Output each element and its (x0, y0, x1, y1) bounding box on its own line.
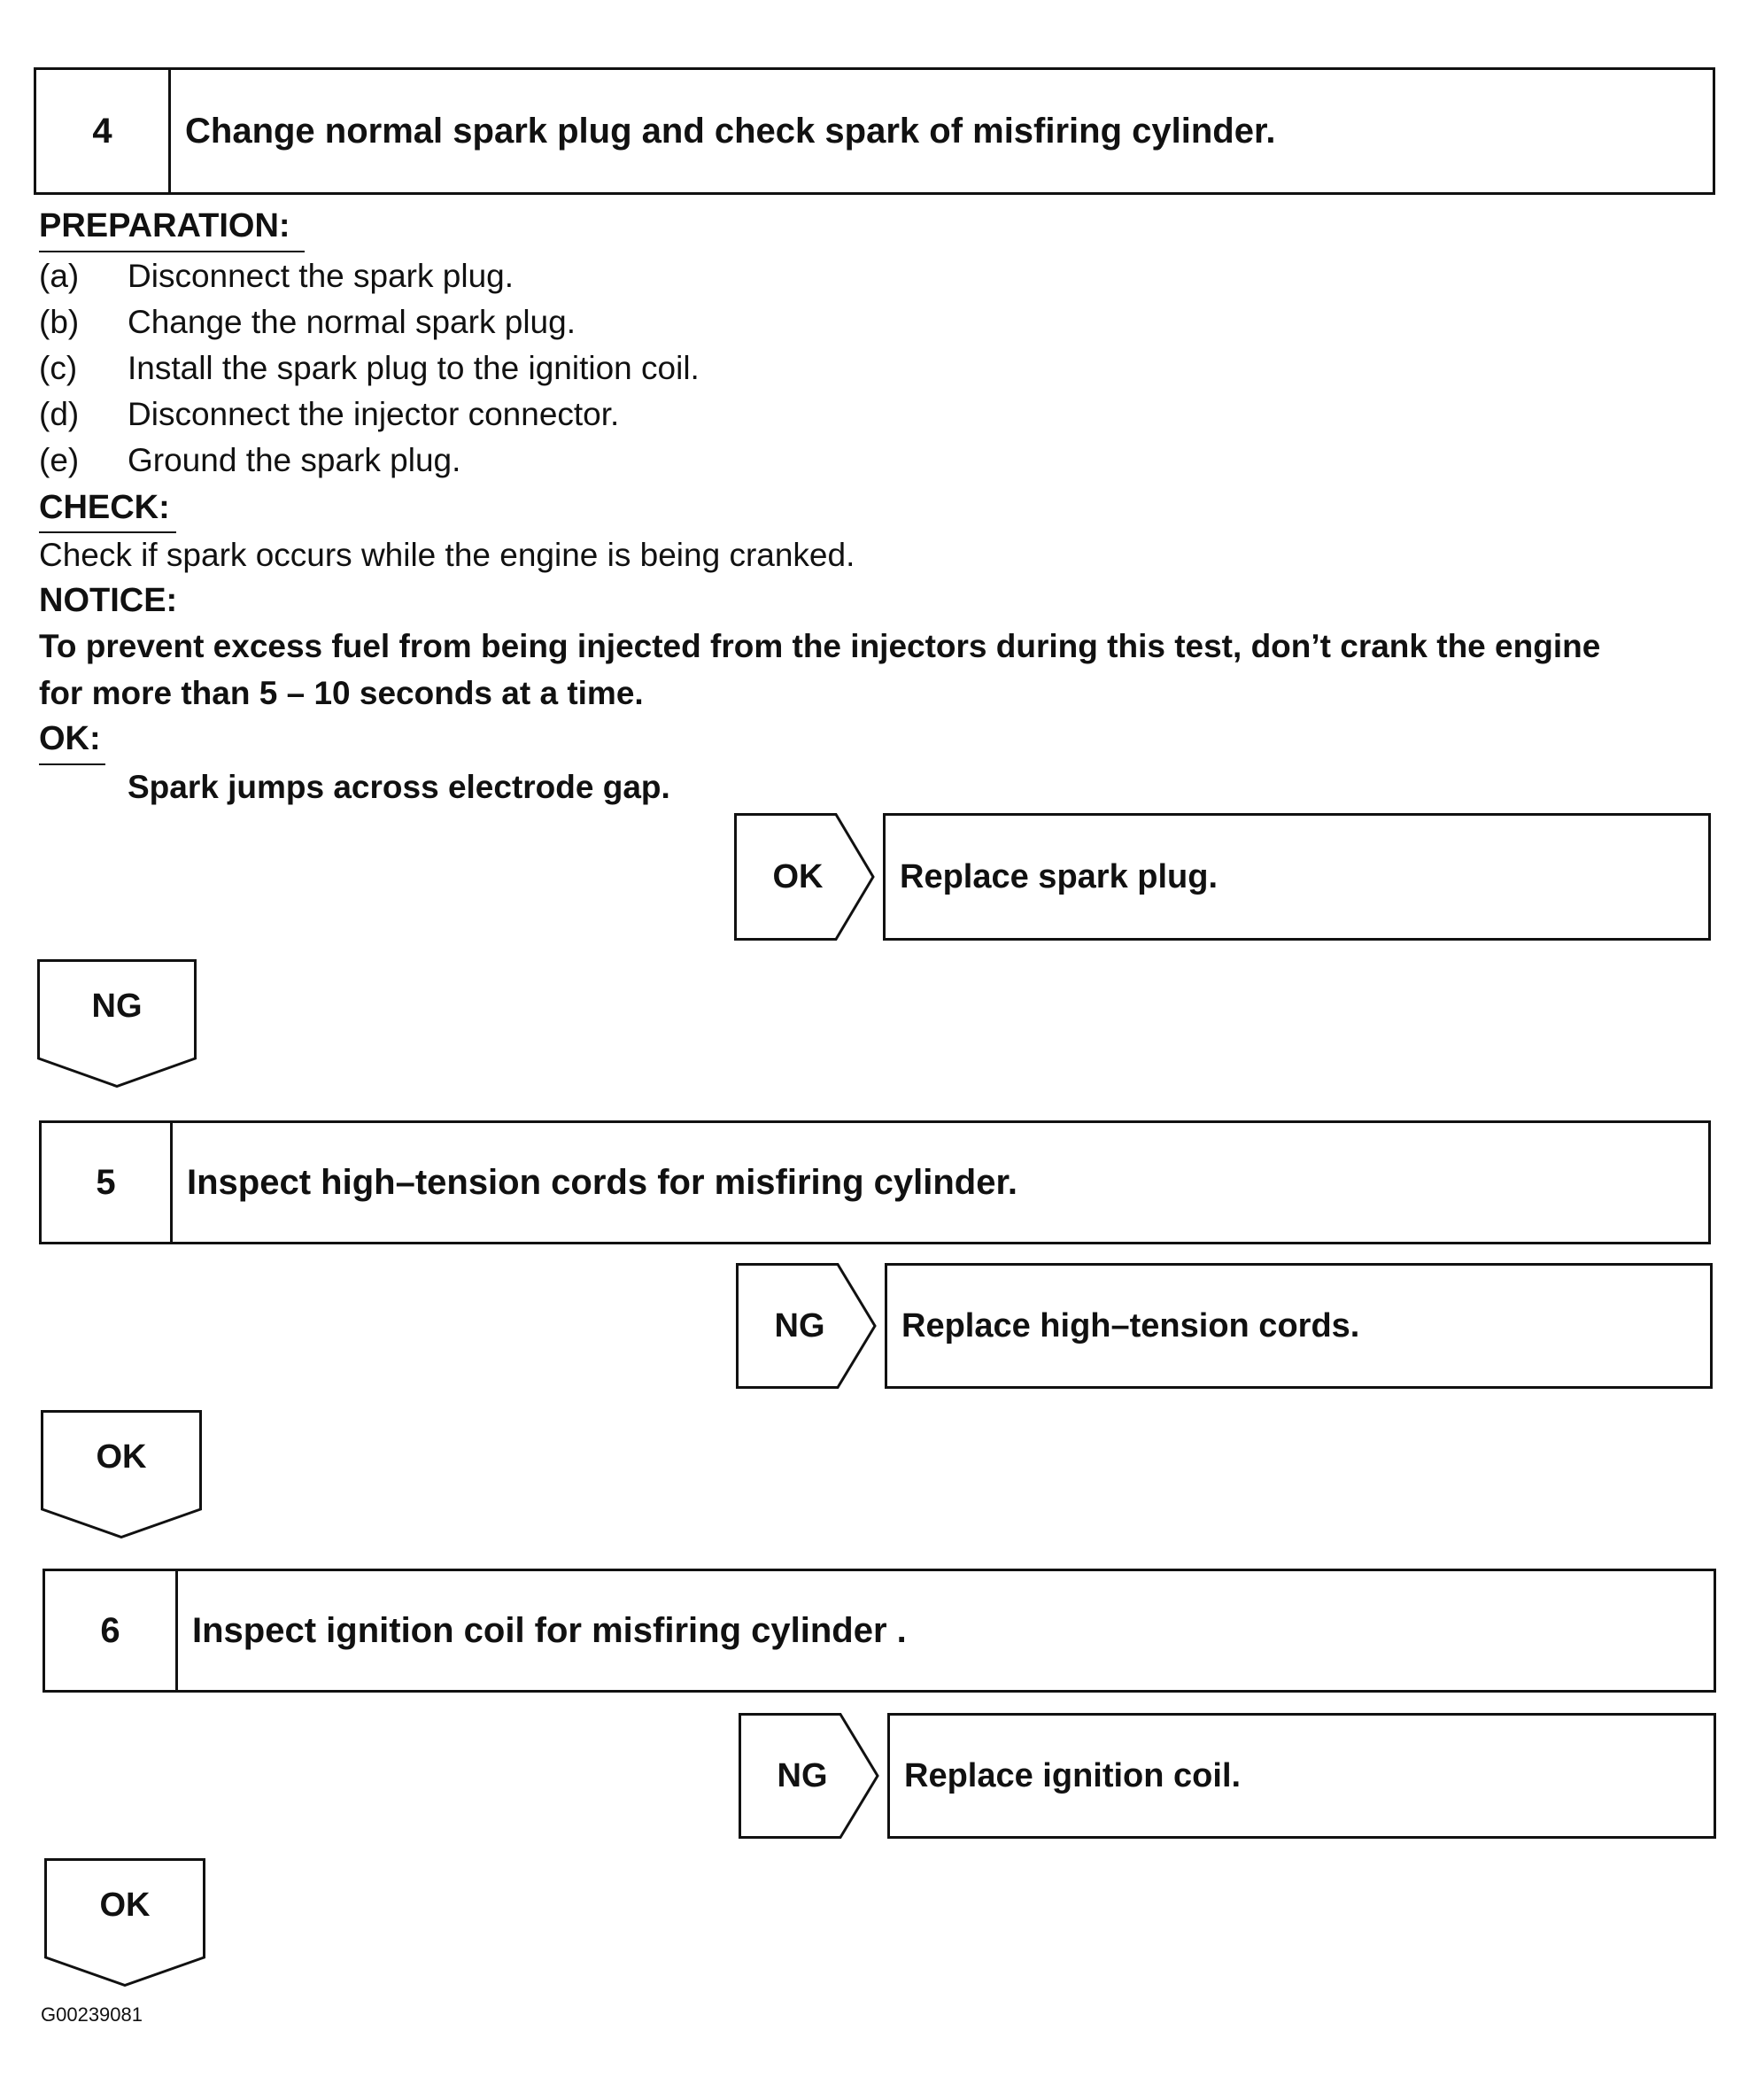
ng-result-tag (736, 1263, 878, 1389)
ok-result-tag (734, 813, 876, 941)
prep-text: Change the normal spark plug. (128, 304, 576, 340)
step-number: 6 (45, 1571, 178, 1690)
tag-label: OK (96, 1438, 147, 1476)
step-title: Inspect ignition coil for misfiring cylinder . (192, 1610, 907, 1650)
prep-letter: (b) (39, 304, 80, 340)
step-5-header (39, 1120, 1711, 1244)
preparation-heading: PREPARATION: (39, 207, 290, 244)
ok-spec-heading: OK: (39, 720, 101, 757)
step-6-header (43, 1569, 1716, 1693)
prep-text: Disconnect the spark plug. (128, 258, 514, 294)
tag-label: OK (99, 1887, 151, 1924)
ok-continue-tag (44, 1858, 205, 1987)
ok-spec-underline (39, 763, 105, 765)
prep-text: Ground the spark plug. (128, 442, 461, 478)
preparation-underline (39, 251, 305, 252)
step-number: 5 (42, 1123, 173, 1242)
ng-result-tag (739, 1713, 880, 1839)
prep-letter: (d) (39, 396, 80, 432)
prep-text: Disconnect the injector connector. (128, 396, 620, 432)
step-number: 4 (36, 70, 171, 192)
prep-letter: (e) (39, 442, 80, 478)
replace-high-tension-cords-box: Replace high–tension cords. (885, 1263, 1713, 1389)
replace-ignition-coil-box: Replace ignition coil. (887, 1713, 1716, 1839)
ng-continue-tag (37, 959, 197, 1088)
figure-code: G00239081 (41, 2003, 143, 2026)
check-underline (39, 531, 176, 533)
tag-label: NG (91, 988, 143, 1025)
step-title: Inspect high–tension cords for misfiring cylinder. (187, 1162, 1017, 1202)
tag-label: OK (772, 857, 824, 895)
step-title: Change normal spark plug and check spark of misfiring cylinder. (185, 111, 1276, 151)
tag-label: NG (777, 1756, 828, 1794)
check-heading: CHECK: (39, 489, 170, 526)
tag-label: NG (774, 1306, 825, 1344)
prep-text: Install the spark plug to the ignition coil. (128, 350, 700, 386)
check-text: Check if spark occurs while the engine is being cranked. (39, 537, 855, 573)
notice-heading: NOTICE: (39, 582, 178, 619)
ok-spec-text: Spark jumps across electrode gap. (128, 769, 670, 805)
replace-spark-plug-box: Replace spark plug. (883, 813, 1711, 941)
prep-letter: (c) (39, 350, 78, 386)
ok-continue-tag (41, 1410, 202, 1538)
prep-letter: (a) (39, 258, 80, 294)
notice-line-2: for more than 5 – 10 seconds at a time. (39, 675, 644, 711)
notice-line-1: To prevent excess fuel from being injected from the injectors during this test, don’t crank the engine (39, 628, 1601, 664)
step-4-header (34, 67, 1715, 195)
